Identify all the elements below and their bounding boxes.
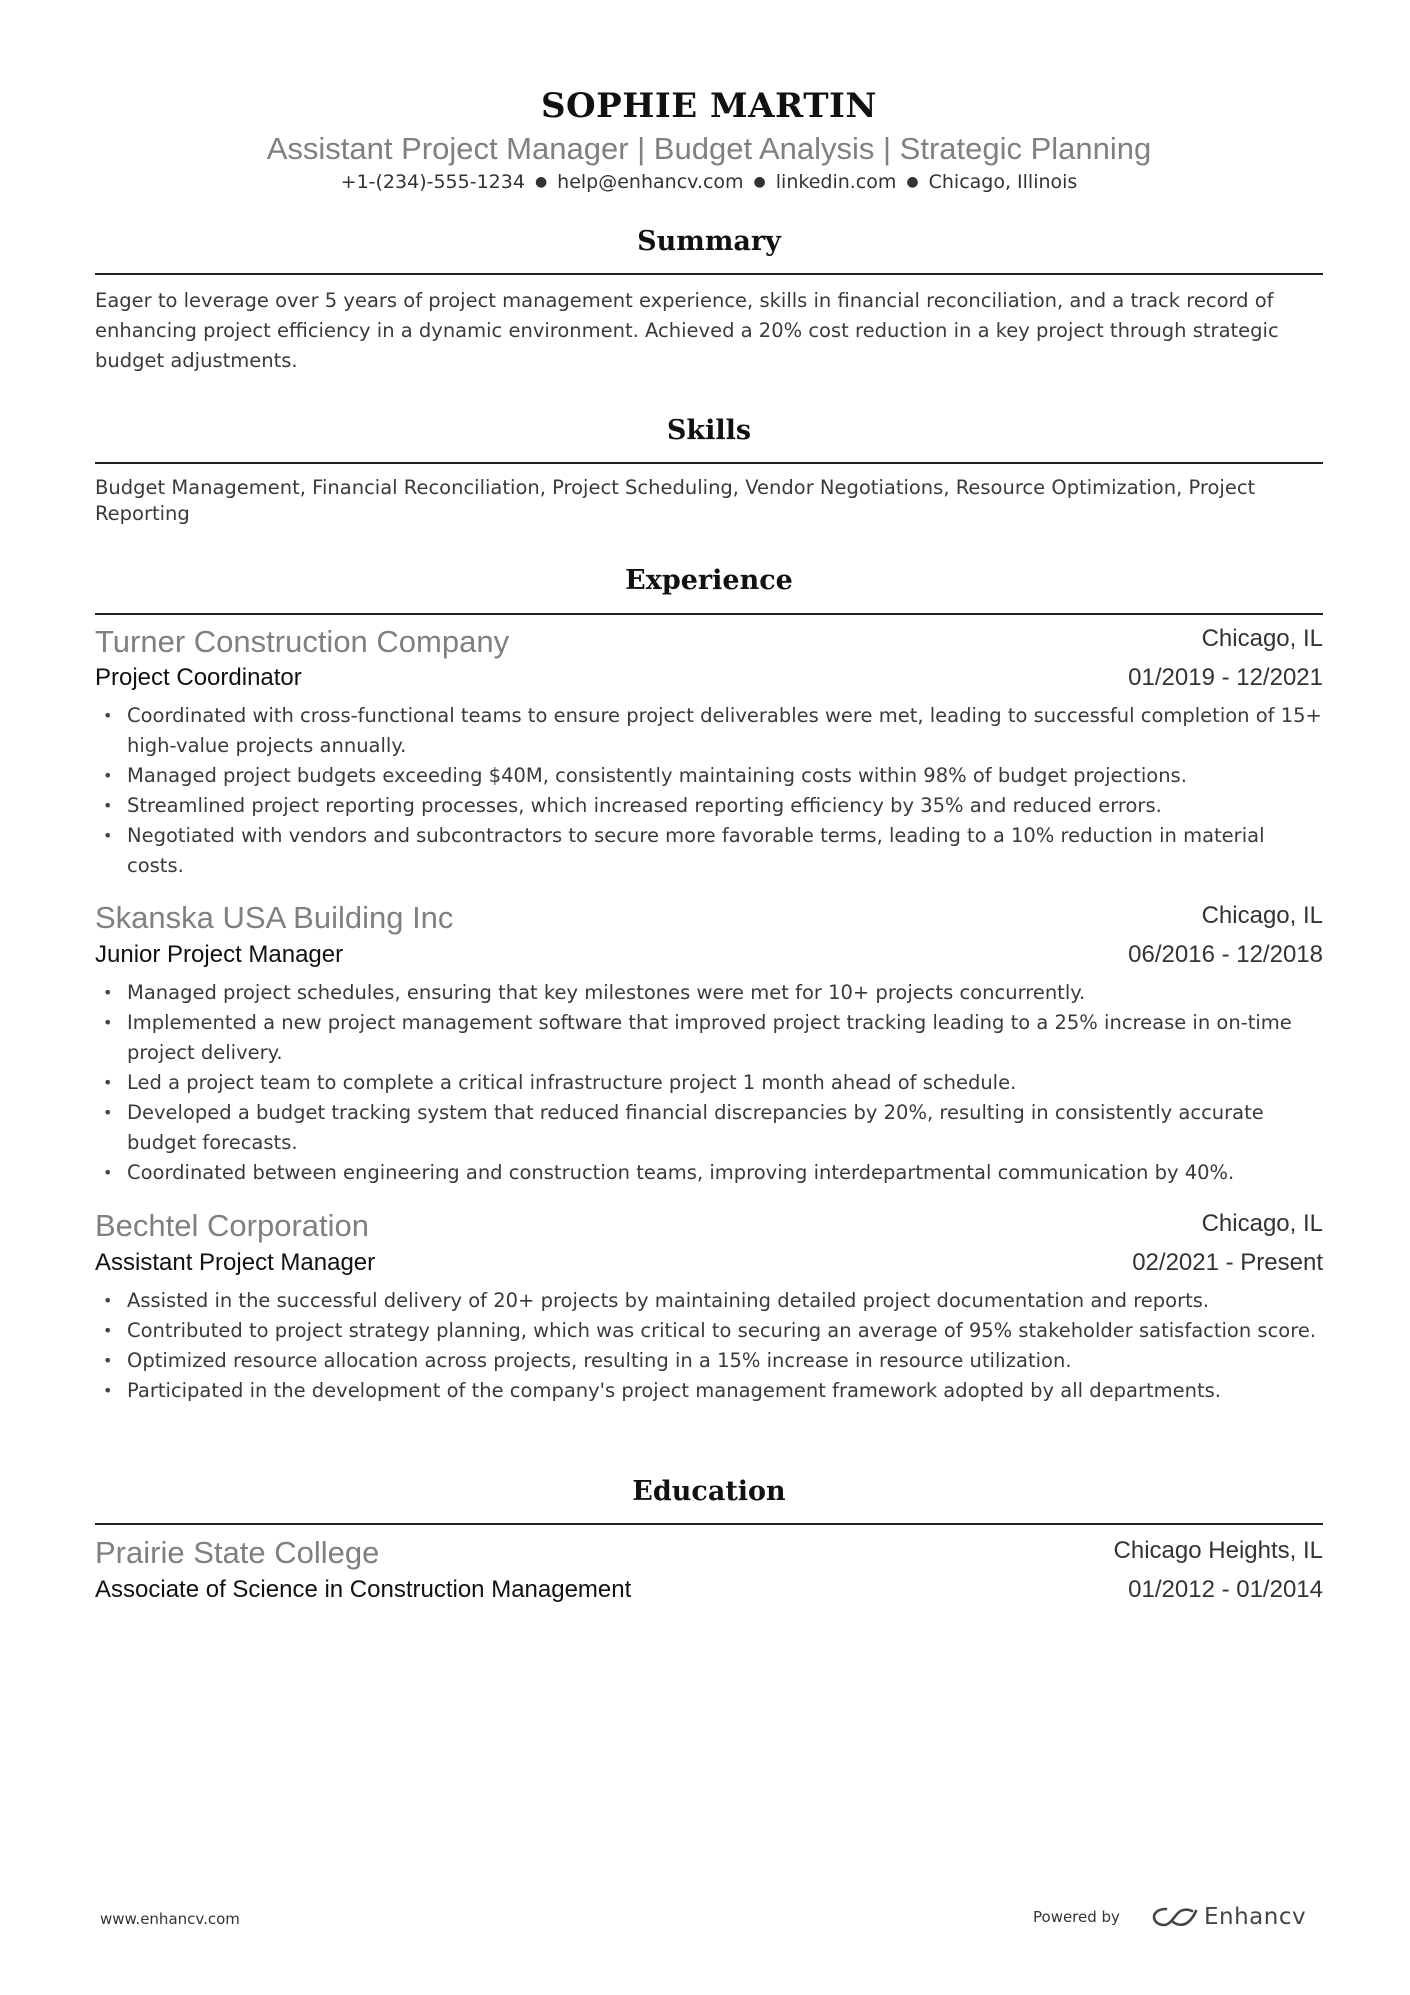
job-dates: 01/2019 - 12/2021 — [1128, 664, 1323, 691]
job-title: Project Coordinator — [95, 664, 302, 691]
enhancv-logo[interactable] — [1152, 1900, 1306, 1934]
skills-text: Budget Management, Financial Reconciliation, Project Scheduling, Vendor Negotiations, Resource Optimization, Project Reporting — [95, 476, 1256, 525]
list-item: • Managed project schedules, ensuring that key milestones were met for 10+ projects concurrently. — [95, 978, 1323, 1008]
location: Chicago, Illinois — [928, 171, 1078, 193]
job-title: Junior Project Manager — [95, 941, 344, 968]
contact-line — [95, 171, 1323, 193]
degree: Associate of Science in Construction Management — [95, 1576, 632, 1603]
job-bullets — [95, 978, 1323, 1188]
list-item: • Assisted in the successful delivery of 20+ projects by maintaining detailed project documentation and reports. — [95, 1286, 1323, 1316]
list-item: • Developed a budget tracking system that reduced financial discrepancies by 20%, resulting in consistently accurate budget forecasts. — [95, 1098, 1323, 1158]
education-heading: Education — [632, 1476, 786, 1507]
enhancv-brand-name: Enhancv — [1204, 1904, 1307, 1930]
experience-divider — [95, 613, 1323, 615]
job-bullets — [95, 701, 1323, 881]
job-title: Assistant Project Manager — [95, 1249, 376, 1276]
skills-divider — [95, 462, 1323, 464]
summary-heading: Summary — [637, 226, 781, 257]
job-location: Chicago, IL — [1201, 902, 1323, 929]
list-item: • Negotiated with vendors and subcontractors to secure more favorable terms, leading to a 10% reduction in material costs. — [95, 821, 1323, 881]
education-divider — [95, 1523, 1323, 1525]
list-item: • Led a project team to complete a critical infrastructure project 1 month ahead of schedule. — [95, 1068, 1323, 1098]
skills-heading: Skills — [666, 415, 752, 446]
list-item: • Implemented a new project management software that improved project tracking leading to a 25% increase in on-time project delivery. — [95, 1008, 1323, 1068]
school-name: Prairie State College — [95, 1535, 380, 1570]
footer-url-link[interactable]: www.enhancv.com — [100, 1910, 240, 1928]
list-item: • Streamlined project reporting processes, which increased reporting efficiency by 35% and reduced errors. — [95, 791, 1323, 821]
email-link[interactable]: help@enhancv.com — [557, 171, 744, 193]
job-dates: 02/2021 - Present — [1132, 1249, 1323, 1276]
job-location: Chicago, IL — [1201, 1210, 1323, 1237]
experience-heading: Experience — [625, 565, 793, 596]
separator-dot: ● — [753, 174, 766, 190]
separator-dot: ● — [534, 174, 548, 190]
job-location: Chicago, IL — [1201, 625, 1323, 652]
company-name: Skanska USA Building Inc — [95, 900, 454, 935]
list-item: • Contributed to project strategy planning, which was critical to securing an average of 95% stakeholder satisfaction score. — [95, 1316, 1323, 1346]
list-item: • Coordinated between engineering and construction teams, improving interdepartmental communication by 40%. — [95, 1158, 1323, 1188]
powered-by-label: Powered by — [1033, 1908, 1120, 1926]
list-item: • Optimized resource allocation across projects, resulting in a 15% increase in resource utilization. — [95, 1346, 1323, 1376]
education-dates: 01/2012 - 01/2014 — [1128, 1576, 1323, 1603]
enhancv-logo-icon — [1152, 1905, 1198, 1929]
list-item: • Coordinated with cross-functional teams to ensure project deliverables were met, leading to successful completion of 15+ high-value projects annually. — [95, 701, 1323, 761]
list-item: • Participated in the development of the company's project management framework adopted by all departments. — [95, 1376, 1323, 1406]
separator-dot: ● — [906, 174, 919, 190]
job-dates: 06/2016 - 12/2018 — [1128, 941, 1323, 968]
summary-divider — [95, 273, 1323, 275]
company-name: Bechtel Corporation — [95, 1208, 369, 1243]
linkedin-link[interactable]: linkedin.com — [775, 171, 897, 193]
candidate-name: SOPHIE MARTIN — [541, 86, 877, 126]
school-location: Chicago Heights, IL — [1113, 1537, 1323, 1564]
job-bullets — [95, 1286, 1323, 1406]
company-name: Turner Construction Company — [95, 624, 510, 659]
list-item: • Managed project budgets exceeding $40M, consistently maintaining costs within 98% of budget projections. — [95, 761, 1323, 791]
summary-text: Eager to leverage over 5 years of project management experience, skills in financial reconciliation, and a track record of enhancing project efficiency in a dynamic environment. Achieved a 20% cost reduction in a key project through strategic budget adjustments. — [95, 289, 1279, 372]
candidate-headline: Assistant Project Manager | Budget Analysis | Strategic Planning — [266, 131, 1152, 166]
phone: +1-(234)-555-1234 — [340, 171, 525, 193]
